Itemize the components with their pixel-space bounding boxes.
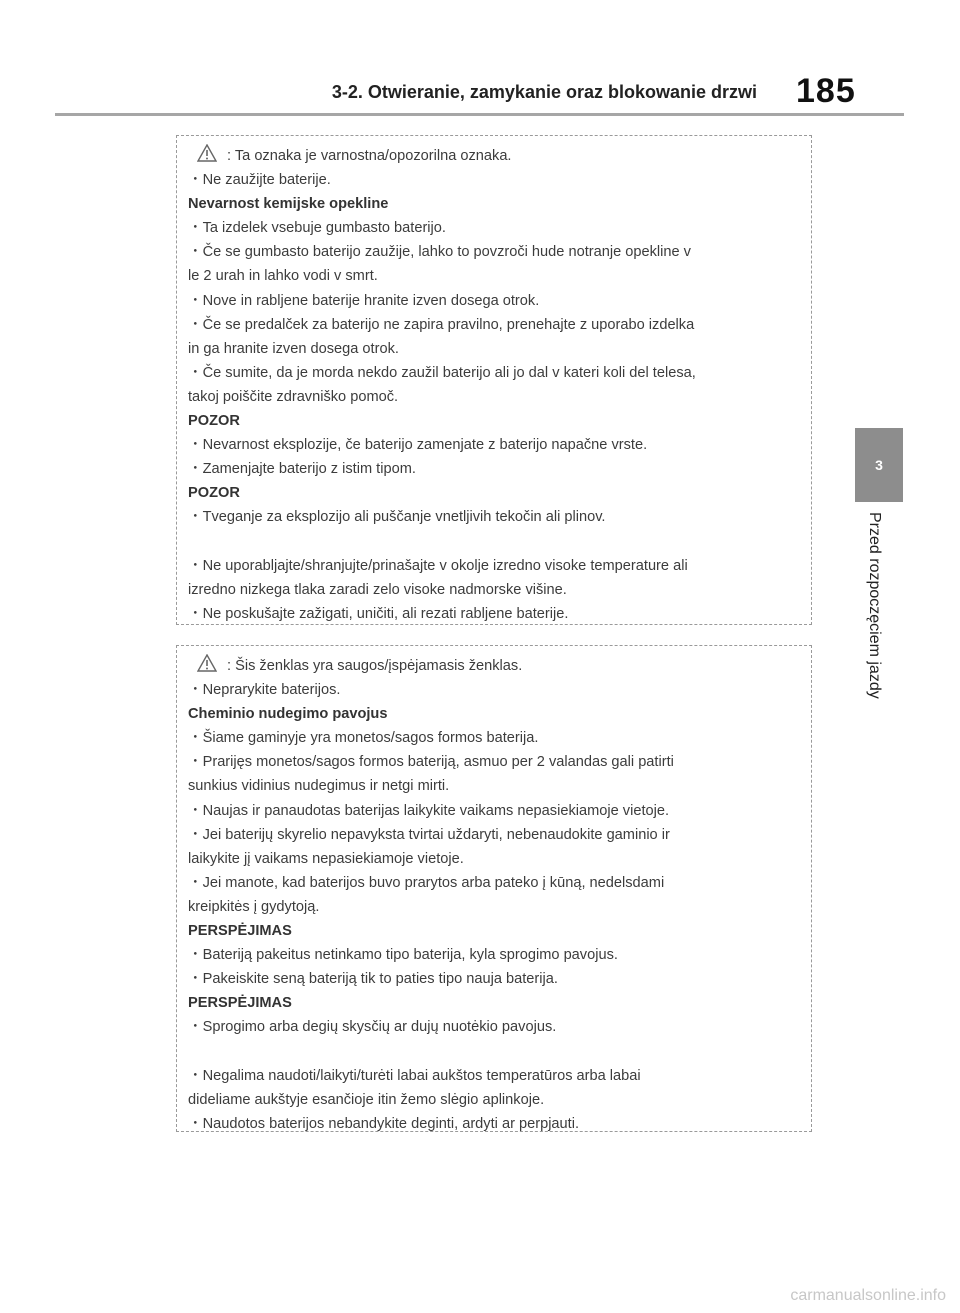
warning-line: le 2 urah in lahko vodi v smrt. (188, 268, 378, 285)
symbol-note-text: : Šis ženklas yra saugos/įspėjamasis ženklas. (227, 658, 523, 674)
warning-lines (187, 678, 801, 1136)
page-number: 185 (796, 72, 856, 110)
warning-line: ・Neprarykite baterijos. (188, 682, 341, 699)
warning-line: ・Jei baterijų skyrelio nepavyksta tvirtai uždaryti, nebenaudokite gaminio ir (188, 826, 670, 843)
warning-line: ・Bateriją pakeitus netinkamo tipo baterija, kyla sprogimo pavojus. (188, 947, 618, 964)
warning-line: ・Sprogimo arba degių skysčių ar dujų nuotėkio pavojus. (188, 1019, 557, 1036)
header-divider (55, 113, 904, 116)
warning-heading: POZOR (188, 413, 240, 430)
warning-line: ・Zamenjajte baterijo z istim tipom. (188, 461, 416, 478)
warning-line: kreipkitės į gydytoją. (188, 898, 320, 915)
warning-line: izredno nizkega tlaka zaradi zelo visoke nadmorske višine. (188, 581, 567, 598)
warning-line: ・Prarijęs monetos/sagos formos bateriją, asmuo per 2 valandas gali patirti (188, 754, 674, 771)
warning-line: ・Nevarnost eksplozije, če baterijo zamenjate z baterijo napačne vrste. (188, 437, 648, 454)
warning-box-slovenian (176, 135, 812, 625)
warning-line: ・Če se predalček za baterijo ne zapira pravilno, prenehajte z uporabo izdelka (188, 316, 695, 333)
warning-symbol-note (187, 654, 801, 678)
warning-line: ・Šiame gaminyje yra monetos/sagos formos baterija. (188, 730, 539, 747)
warning-line: ・Negalima naudoti/laikyti/turėti labai aukštos temperatūros arba labai (188, 1067, 641, 1084)
warning-line: in ga hranite izven dosega otrok. (188, 340, 399, 357)
warning-triangle-icon (197, 654, 217, 672)
warning-heading: Cheminio nudegimo pavojus (188, 706, 388, 723)
chapter-tab[interactable]: 3 (855, 428, 903, 502)
warning-triangle-icon (197, 144, 217, 162)
symbol-note-text: : Ta oznaka je varnostna/opozorilna oznaka. (227, 148, 512, 164)
warning-box-lithuanian (176, 645, 812, 1132)
warning-line: ・Naujas ir panaudotas baterijas laikykite vaikams nepasiekiamoje vietoje. (188, 802, 670, 819)
warning-heading: Nevarnost kemijske opekline (188, 196, 389, 213)
warning-line: ・Če sumite, da je morda nekdo zaužil baterijo ali jo dal v kateri koli del telesa, (188, 364, 696, 381)
section-title: 3-2. Otwieranie, zamykanie oraz blokowanie drzwi (331, 82, 757, 102)
warning-line: sunkius vidinius nudegimus ir netgi mirti. (188, 778, 450, 795)
warning-line: ・Ne uporabljajte/shranjujte/prinašajte v okolje izredno visoke temperature ali (188, 557, 688, 574)
warning-line (187, 1040, 801, 1064)
watermark: carmanualsonline.info (790, 1287, 946, 1304)
warning-line: takoj poiščite zdravniško pomoč. (188, 388, 399, 405)
warning-heading: PERSPĖJIMAS (188, 923, 292, 940)
warning-line: ・Pakeiskite seną bateriją tik to paties tipo nauja baterija. (188, 971, 558, 988)
chapter-title: Przed rozpoczęciem jazdy (866, 512, 883, 699)
warning-line: ・Ta izdelek vsebuje gumbasto baterijo. (188, 220, 446, 237)
warning-line: ・Jei manote, kad baterijos buvo prarytos arba pateko į kūną, nedelsdami (188, 874, 665, 891)
warning-line: ・Ne poskušajte zažigati, uničiti, ali rezati rabljene baterije. (188, 605, 569, 622)
warning-lines (187, 168, 801, 626)
warning-line: ・Ne zaužijte baterije. (188, 172, 331, 189)
warning-line: dideliame aukštyje esančioje itin žemo slėgio aplinkoje. (188, 1091, 545, 1108)
warning-heading: PERSPĖJIMAS (188, 995, 292, 1012)
warning-line: ・Naudotos baterijos nebandykite deginti, ardyti ar perpjauti. (188, 1115, 580, 1132)
warning-line: ・Nove in rabljene baterije hranite izven dosega otrok. (188, 292, 540, 309)
warning-line: ・Če se gumbasto baterijo zaužije, lahko to povzroči hude notranje opekline v (188, 244, 691, 261)
warning-heading: POZOR (188, 485, 240, 502)
warning-line (187, 530, 801, 554)
warning-symbol-note (187, 144, 801, 168)
warning-line: ・Tveganje za eksplozijo ali puščanje vnetljivih tekočin ali plinov. (188, 509, 606, 526)
warning-line: laikykite jį vaikams nepasiekiamoje vietoje. (188, 850, 464, 867)
